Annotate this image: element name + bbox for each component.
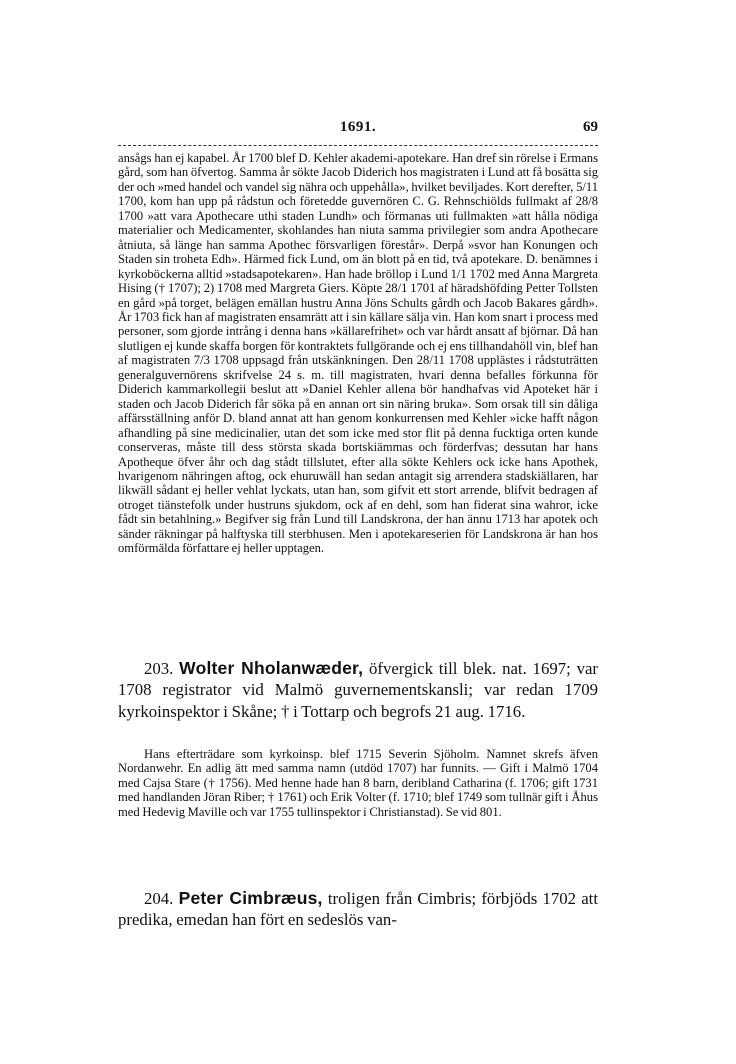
page-number: 69 xyxy=(583,119,598,135)
page-header xyxy=(118,119,598,141)
entry-203-text: öfvergick till blek. nat. 1697; var 1708 registrator vid Malmö guvernementskansli; var redan 1709 kyrkoinspektor i Skåne; † i Tottarp och begrofs 21 aug. 1716. xyxy=(118,659,598,721)
entry-203 xyxy=(118,658,598,722)
entry-203-note-text: Hans efterträdare som kyrkoinsp. blef 1715 Severin Sjöholm. Namnet skrefs äfven Nordanwehr. En adlig ätt med samma namn (utdöd 1707) har funnits. — Gift i Malmö 1704 med Cajsa Stare († 1756). Med henne hade han 8 barn, deribland Catharina (f. 1706; gift 1731 med handlanden Jöran Riber; † 1761) och Erik Volter (f. 1710; blef 1749 som tullnär gift i Åhus med Hedevig Maville och var 1755 tullinspektor i Christianstad). Se vid 801. xyxy=(118,747,598,819)
entry-204 xyxy=(118,888,598,931)
header-rule xyxy=(118,145,598,146)
entry-204-text: troligen från Cimbris; förbjöds 1702 att predika, emedan han fört en sedeslös van- xyxy=(118,889,598,930)
entry-203-name: Wolter Nholanwæder, xyxy=(179,658,364,678)
entry-203-note xyxy=(118,747,598,819)
continued-entry xyxy=(118,151,598,556)
page-year: 1691. xyxy=(339,119,377,135)
entry-204-name: Peter Cimbræus, xyxy=(178,888,323,908)
entry-204-number: 204. xyxy=(144,889,174,908)
entry-203-number: 203. xyxy=(144,659,174,678)
continued-entry-text: ansågs han ej kapabel. År 1700 blef D. Kehler akademi-apotekare. Han dref sin rörelse i Ermans gård, som han öfvertog. Samma år sökte Jacob Diderich hos magistraten i Lund att få bosätta sig der och »med handel och vandel sig nähra och uppehålla», hvilket beviljades. Kort derefter, 5/11 1700, kom han upp på rådstun och företedde guvernören C. G. Rehnschiölds fullmakt af 28/8 1700 »att vara Apothecare uthi staden Lundh» och förmanas uti fullmakten »att hålla nödiga materialier och Medicamenter, skohlandes han niuta samma privilegier som andra Apothecare åtniuta, så länge han samma Apothec försvarligen förestår». Derpå »svor han Konungen och Staden sin troheta Edh». Härmed fick Lund, om än blott på en tid, två apotekare. D. benämnes i kyrkoböckerna alltid »stadsapotekaren». Han hade bröllop i Lund 1/1 1702 med Anna Margreta Hising († 1707); 2) 1708 med Margreta Giers. Köpte 28/1 1701 af häradshöfding Petter Tollsten en gård »på torget, belägen emällan hustru Anna Jöns Schults gårdh och Jacob Bakares gårdh». År 1703 fick han af magistraten ensamrätt att i sin källare sälja vin. Han kom snart i process med personer, som gjorde intrång i denna hans »källarefrihet» och var hårdt ansatt af björnar. Då han slutligen ej kunde skaffa borgen för kontraktets fullgörande och ej ens tillhandahöll vin, blef han af magistraten 7/3 1708 uppsagd från utskänkningen. Den 28/11 1708 upplästes i rådstuträtten generalguvernörens skrifvelse 24 s. m. till magistraten, hvari denna befalles förkunna för Diderich kammarkollegii beslut att »Daniel Kehler allena bör handhafvas vid Apoteket här i staden och Jacob Diderich får söka på en annan ort sin näring bruka». Som orsak till sin dåliga affärsställning anför D. bland annat att han genom konkurrensen med Kehler »icke hafft någon afhandling på sine medicinalier, utan det som icke med stor flit på denna fucktiga orten kunde conserveras, måste till dess största skada bortskiämmas och förderfvas; dessutan har hans Apotheque öfver åhr och dag stådt tillslutet, efter alla sökte Kehlers ock icke hans Apothek, hvarigenom nähringen aftog, ock ehuruwäll han sedan antagit sig arrendera stadskiällaren, har likwäll sådant ej heller vehlat lyckats, utan han, som gifvit ett stort arrende, blifvit bedragen af otroget tiänstefolk under hustruns sjukdom, ock af en dehl, som han fiderat sina wahror, icke fådt sin betahlning.» Begifver sig från Lund till Landskrona, der han ännu 1713 har apotek och sänder räkningar på halftyska till sterbhusen. Men i apotekareserien för Landskrona är han hos omförmälda författare ej heller upptagen. xyxy=(118,151,598,556)
